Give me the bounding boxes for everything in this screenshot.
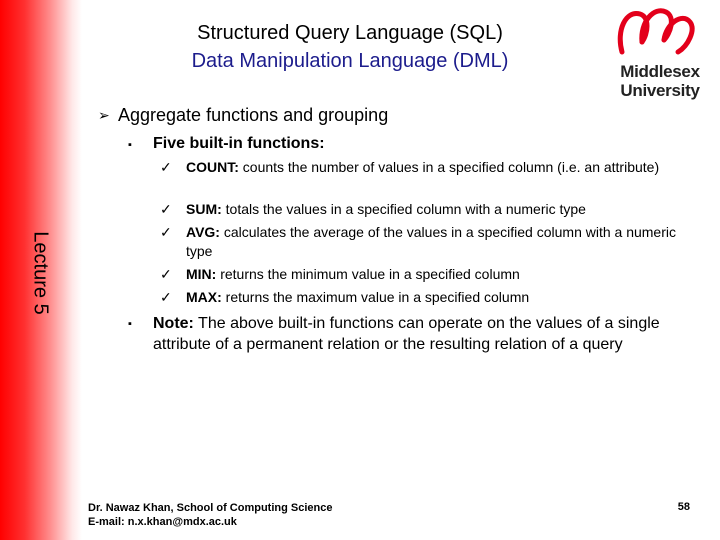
function-desc: totals the values in a specified column with a numeric type bbox=[225, 201, 586, 217]
function-name: MAX: bbox=[186, 289, 222, 305]
lecture-label bbox=[10, 218, 70, 328]
lecture-label-text: Lecture 5 bbox=[29, 231, 52, 315]
note-paragraph bbox=[153, 313, 688, 355]
page-number: 58 bbox=[677, 501, 690, 513]
function-name: SUM: bbox=[186, 201, 222, 217]
function-name: AVG: bbox=[186, 224, 220, 240]
slide-subtitle: Data Manipulation Language (DML) bbox=[191, 50, 509, 72]
check-icon: ✓ bbox=[160, 224, 172, 240]
check-icon: ✓ bbox=[160, 266, 172, 282]
function-desc: returns the minimum value in a specified column bbox=[220, 266, 520, 282]
function-desc: counts the number of values in a specified column (i.e. an attribute) bbox=[242, 159, 660, 175]
slide-title: Structured Query Language (SQL) bbox=[197, 22, 503, 44]
note-label: Note: bbox=[153, 315, 194, 332]
check-icon: ✓ bbox=[160, 201, 172, 217]
note-text: The above built-in functions can operate on the values of a single attribute of a permanent relation or the resulting relation of a query bbox=[153, 315, 660, 353]
function-desc: calculates the average of the values in a specified column with a numeric type bbox=[186, 224, 676, 259]
square-bullet-icon: ▪ bbox=[128, 318, 132, 330]
footer-email: E-mail: n.x.khan@mdx.ac.uk bbox=[88, 516, 237, 528]
function-desc: returns the maximum value in a specified column bbox=[225, 289, 530, 305]
function-name: MIN: bbox=[186, 266, 217, 282]
footer bbox=[88, 501, 332, 529]
arrow-bullet-icon: ➢ bbox=[98, 107, 110, 123]
logo-text-line2: University bbox=[620, 81, 700, 100]
footer-author: Dr. Nawaz Khan, School of Computing Science bbox=[88, 502, 333, 514]
function-name: COUNT: bbox=[186, 159, 239, 175]
bullet-level1-text: Aggregate functions and grouping bbox=[118, 105, 389, 125]
square-bullet-icon: ▪ bbox=[128, 139, 132, 151]
logo-text-line1: Middlesex bbox=[620, 62, 700, 81]
bullet-level2-heading: Five built-in functions: bbox=[153, 135, 325, 152]
check-icon: ✓ bbox=[160, 289, 172, 305]
check-icon: ✓ bbox=[160, 159, 172, 175]
